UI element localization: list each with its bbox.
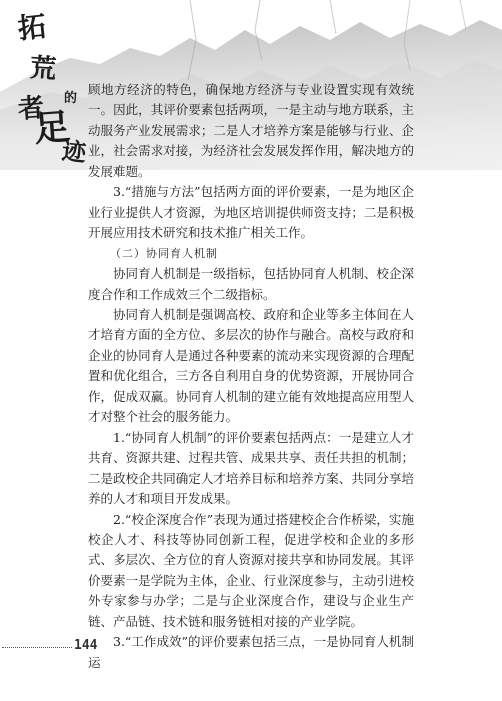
body-text <box>88 80 414 673</box>
logo-char: 足 <box>32 105 72 151</box>
paragraph-item-2: 2.“校企深度合作”表现为通过搭建校企合作桥梁，实施校企人才、科技等协同创新工程，促进学校和企业的多形式、多层次、全方位的育人资源对接共享和协同发展。其评价要素一是学院为主体，企业、行业深度参与，主动引进校外专家参与办学；二是与企业深度合作，建设与企业生产链、产品链、技术链和服务链相对接的产业学院。 <box>88 511 414 629</box>
footer-dotted-rule <box>2 647 72 648</box>
paragraph-indicator-intro: 协同育人机制是一级指标，包括协同育人机制、校企深度合作和工作成效三个二级指标。 <box>88 266 414 302</box>
logo-char: 的 <box>64 91 78 106</box>
logo-char: 拓 <box>16 9 48 46</box>
paragraph-mechanism-definition: 协同育人机制是强调高校、政府和企业等多主体间在人才培育方面的全方位、多层次的协作与融合。高校与政府和企业的协同育人是通过各种要素的流动来实现资源的合理配置和优化组合，三方各自利用自身的优势资源，开展协同合作，促成双赢。协同育人机制的建立能有效地提高应用型人才对整个社会的服务能力。 <box>88 306 414 425</box>
paragraph-item-1: 1.“协同育人机制”的评价要素包括两点：一是建立人才共育、资源共建、过程共管、成果共享、责任共担的机制；二是政校企共同确定人才培养目标和培养方案、共同分享培养的人才和项目开发成果。 <box>88 429 414 507</box>
page-number: 144 <box>74 638 98 653</box>
paragraph-item-3: 3.“工作成效”的评价要素包括三点，一是协同育人机制运 <box>88 634 414 670</box>
page-footer <box>0 638 502 658</box>
paragraph-measures-methods: 3.“措施与方法”包括两方面的评价要素，一是为地区企业行业提供人才资源，为地区培训提供师资支持；二是积极开展应用技术研究和技术推广相关工作。 <box>88 184 414 241</box>
logo-char: 荒 <box>28 53 58 85</box>
logo-char: 迹 <box>60 135 88 168</box>
paragraph-continuation: 顾地方经济的特色，确保地方经济与专业设置实现有效统一。因此，其评价要素包括两项，一是主动与地方联系，主动服务产业发展需求；二是人才培养方案是能够与行业、企业，社会需求对接，为经济社会发展发挥作用，解决地方的发展难题。 <box>88 82 414 179</box>
book-title-logo <box>4 10 94 170</box>
logo-char: 者 <box>16 93 46 125</box>
section-subheading: （二）协同育人机制 <box>110 246 218 260</box>
